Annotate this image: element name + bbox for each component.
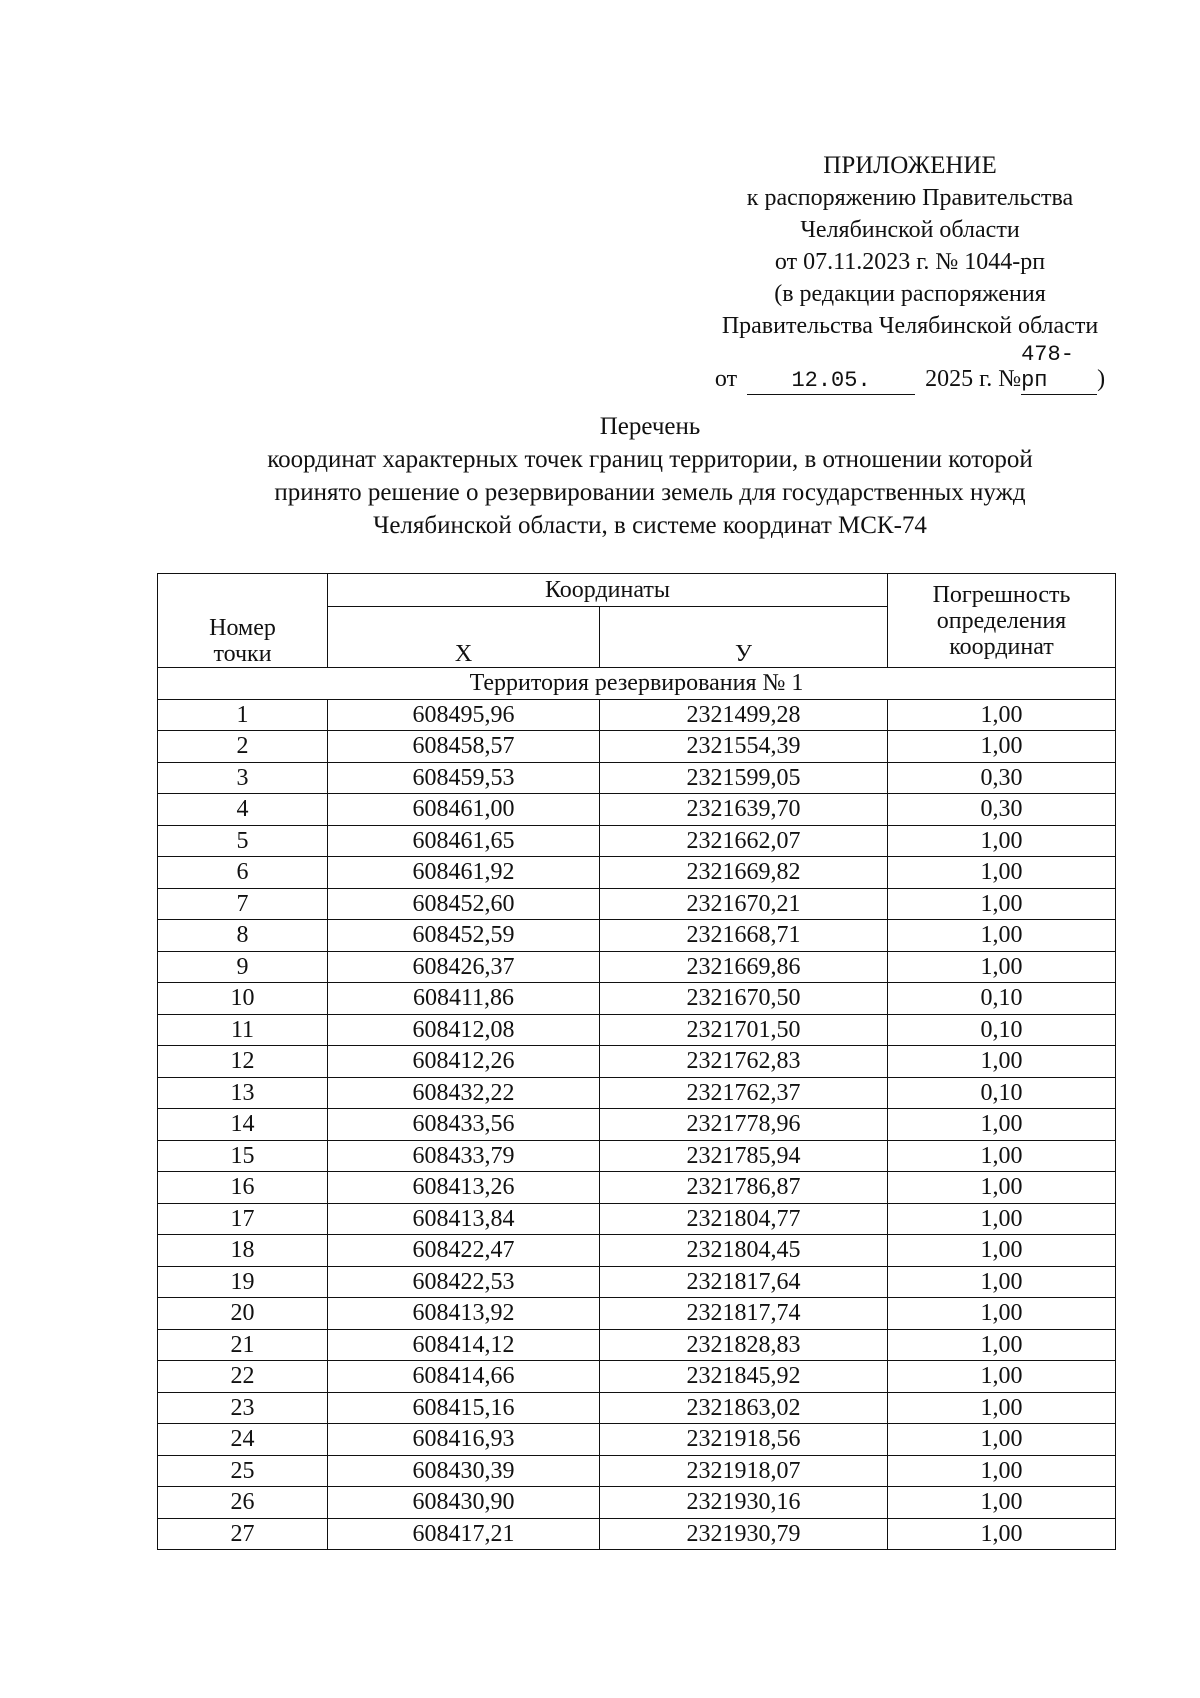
y-cell: 2321670,50: [600, 983, 888, 1015]
y-cell: 2321669,86: [600, 951, 888, 983]
x-cell: 608412,26: [328, 1046, 600, 1078]
table-row: [158, 1077, 1116, 1109]
error-cell: 0,30: [888, 762, 1116, 794]
y-cell: 2321918,56: [600, 1424, 888, 1456]
x-cell: 608458,57: [328, 731, 600, 763]
point-number-cell: 24: [158, 1424, 328, 1456]
error-cell: 1,00: [888, 1329, 1116, 1361]
point-number-cell: 18: [158, 1235, 328, 1267]
heading-line-1: Перечень: [599, 413, 701, 440]
x-cell: 608414,12: [328, 1329, 600, 1361]
table-row: [158, 1140, 1116, 1172]
x-cell: 608413,84: [328, 1203, 600, 1235]
amendment-year: 2025 г. №: [925, 366, 1022, 392]
y-cell: 2321817,74: [600, 1298, 888, 1330]
table-row: [158, 1392, 1116, 1424]
header-error-line-1: Погрешность: [932, 581, 1071, 608]
table-row: [158, 920, 1116, 952]
error-cell: 1,00: [888, 1361, 1116, 1393]
y-cell: 2321804,77: [600, 1203, 888, 1235]
appendix-block: [660, 150, 1160, 395]
x-cell: 608430,90: [328, 1487, 600, 1519]
x-cell: 608416,93: [328, 1424, 600, 1456]
y-cell: 2321762,83: [600, 1046, 888, 1078]
y-cell: 2321670,21: [600, 888, 888, 920]
y-cell: 2321778,96: [600, 1109, 888, 1141]
point-number-cell: 22: [158, 1361, 328, 1393]
error-cell: 1,00: [888, 1455, 1116, 1487]
point-number-cell: 27: [158, 1518, 328, 1550]
x-cell: 608426,37: [328, 951, 600, 983]
point-number-cell: 26: [158, 1487, 328, 1519]
header-point-number-line-2: точки: [213, 641, 272, 667]
point-number-cell: 1: [158, 699, 328, 731]
point-number-cell: 13: [158, 1077, 328, 1109]
amendment-prefix: от: [714, 366, 738, 392]
amendment-number: 478-рп: [1021, 342, 1097, 395]
point-number-cell: 23: [158, 1392, 328, 1424]
table-row: [158, 857, 1116, 889]
error-cell: 1,00: [888, 951, 1116, 983]
appendix-line-2: Челябинской области: [800, 217, 1020, 243]
table-row: [158, 1014, 1116, 1046]
table-row: [158, 888, 1116, 920]
y-cell: 2321845,92: [600, 1361, 888, 1393]
error-cell: 1,00: [888, 1266, 1116, 1298]
point-number-cell: 10: [158, 983, 328, 1015]
heading-line-4: Челябинской области, в системе координат МСК-74: [373, 512, 927, 539]
y-cell: 2321918,07: [600, 1455, 888, 1487]
y-cell: 2321863,02: [600, 1392, 888, 1424]
error-cell: 0,10: [888, 983, 1116, 1015]
error-cell: 1,00: [888, 1046, 1116, 1078]
table-row: [158, 1487, 1116, 1519]
x-cell: 608452,60: [328, 888, 600, 920]
y-cell: 2321499,28: [600, 699, 888, 731]
y-cell: 2321668,71: [600, 920, 888, 952]
point-number-cell: 3: [158, 762, 328, 794]
error-cell: 1,00: [888, 1109, 1116, 1141]
table-row: [158, 699, 1116, 731]
point-number-cell: 19: [158, 1266, 328, 1298]
table-row: [158, 1172, 1116, 1204]
x-cell: 608495,96: [328, 699, 600, 731]
point-number-cell: 16: [158, 1172, 328, 1204]
table-row: [158, 794, 1116, 826]
point-number-cell: 2: [158, 731, 328, 763]
x-cell: 608432,22: [328, 1077, 600, 1109]
error-cell: 0,30: [888, 794, 1116, 826]
document-heading: [100, 410, 1200, 542]
header-error-line-2: определения: [936, 607, 1067, 634]
point-number-cell: 5: [158, 825, 328, 857]
x-cell: 608413,26: [328, 1172, 600, 1204]
table-row: [158, 825, 1116, 857]
y-cell: 2321669,82: [600, 857, 888, 889]
x-cell: 608411,86: [328, 983, 600, 1015]
error-cell: 1,00: [888, 1518, 1116, 1550]
appendix-line-3: от 07.11.2023 г. № 1044-рп: [774, 249, 1046, 275]
y-cell: 2321930,79: [600, 1518, 888, 1550]
x-cell: 608461,92: [328, 857, 600, 889]
x-cell: 608422,47: [328, 1235, 600, 1267]
table-row: [158, 1203, 1116, 1235]
point-number-cell: 15: [158, 1140, 328, 1172]
heading-line-3: принято решение о резервировании земель для государственных нужд: [274, 479, 1026, 506]
error-cell: 0,10: [888, 1014, 1116, 1046]
y-cell: 2321701,50: [600, 1014, 888, 1046]
x-cell: 608433,79: [328, 1140, 600, 1172]
error-cell: 1,00: [888, 888, 1116, 920]
y-cell: 2321786,87: [600, 1172, 888, 1204]
table-row: [158, 1298, 1116, 1330]
x-cell: 608413,92: [328, 1298, 600, 1330]
y-cell: 2321554,39: [600, 731, 888, 763]
y-cell: 2321639,70: [600, 794, 888, 826]
error-cell: 1,00: [888, 699, 1116, 731]
amendment-date: 12.05.: [747, 368, 915, 395]
x-cell: 608430,39: [328, 1455, 600, 1487]
point-number-cell: 14: [158, 1109, 328, 1141]
table-row: [158, 1235, 1116, 1267]
point-number-cell: 11: [158, 1014, 328, 1046]
table-row: [158, 1329, 1116, 1361]
error-cell: 1,00: [888, 1392, 1116, 1424]
heading-line-2: координат характерных точек границ территории, в отношении которой: [267, 446, 1033, 473]
table-row: [158, 1046, 1116, 1078]
point-number-cell: 9: [158, 951, 328, 983]
header-point-number-line-1: Номер: [209, 615, 276, 641]
error-cell: 1,00: [888, 1140, 1116, 1172]
table-row: [158, 731, 1116, 763]
y-cell: 2321828,83: [600, 1329, 888, 1361]
appendix-line-1: к распоряжению Правительства: [746, 185, 1074, 211]
x-cell: 608461,00: [328, 794, 600, 826]
appendix-line-5: Правительства Челябинской области: [721, 313, 1099, 339]
table-row: [158, 1455, 1116, 1487]
section-title: Территория резервирования № 1: [158, 668, 1116, 700]
error-cell: 1,00: [888, 1235, 1116, 1267]
x-cell: 608415,16: [328, 1392, 600, 1424]
error-cell: 1,00: [888, 1203, 1116, 1235]
x-cell: 608433,56: [328, 1109, 600, 1141]
point-number-cell: 17: [158, 1203, 328, 1235]
x-cell: 608459,53: [328, 762, 600, 794]
amendment-close: ): [1097, 366, 1106, 392]
appendix-title: ПРИЛОЖЕНИЕ: [823, 152, 997, 179]
point-number-cell: 20: [158, 1298, 328, 1330]
x-cell: 608417,21: [328, 1518, 600, 1550]
table-row: [158, 1266, 1116, 1298]
point-number-cell: 7: [158, 888, 328, 920]
error-cell: 1,00: [888, 1487, 1116, 1519]
table-row: [158, 1518, 1116, 1550]
x-cell: 608422,53: [328, 1266, 600, 1298]
y-cell: 2321817,64: [600, 1266, 888, 1298]
header-x: X: [328, 607, 600, 668]
error-cell: 1,00: [888, 920, 1116, 952]
y-cell: 2321599,05: [600, 762, 888, 794]
y-cell: 2321662,07: [600, 825, 888, 857]
error-cell: 1,00: [888, 1298, 1116, 1330]
x-cell: 608452,59: [328, 920, 600, 952]
y-cell: 2321804,45: [600, 1235, 888, 1267]
header-error: [888, 574, 1116, 668]
point-number-cell: 12: [158, 1046, 328, 1078]
table-row: [158, 983, 1116, 1015]
error-cell: 0,10: [888, 1077, 1116, 1109]
y-cell: 2321762,37: [600, 1077, 888, 1109]
header-coordinates: Координаты: [328, 574, 888, 607]
appendix-amendment-line: [660, 342, 1160, 395]
x-cell: 608461,65: [328, 825, 600, 857]
y-cell: 2321930,16: [600, 1487, 888, 1519]
point-number-cell: 25: [158, 1455, 328, 1487]
x-cell: 608412,08: [328, 1014, 600, 1046]
error-cell: 1,00: [888, 731, 1116, 763]
error-cell: 1,00: [888, 825, 1116, 857]
point-number-cell: 8: [158, 920, 328, 952]
coordinates-table: [157, 573, 1116, 1550]
appendix-line-4: (в редакции распоряжения: [774, 281, 1046, 307]
table-row: [158, 762, 1116, 794]
y-cell: 2321785,94: [600, 1140, 888, 1172]
table-row: [158, 1361, 1116, 1393]
table-row: [158, 1424, 1116, 1456]
header-point-number: [158, 574, 328, 668]
table-row: [158, 1109, 1116, 1141]
header-y: У: [600, 607, 888, 668]
header-error-line-3: координат: [949, 633, 1054, 660]
x-cell: 608414,66: [328, 1361, 600, 1393]
point-number-cell: 6: [158, 857, 328, 889]
point-number-cell: 21: [158, 1329, 328, 1361]
point-number-cell: 4: [158, 794, 328, 826]
error-cell: 1,00: [888, 857, 1116, 889]
table-row: [158, 951, 1116, 983]
error-cell: 1,00: [888, 1424, 1116, 1456]
error-cell: 1,00: [888, 1172, 1116, 1204]
